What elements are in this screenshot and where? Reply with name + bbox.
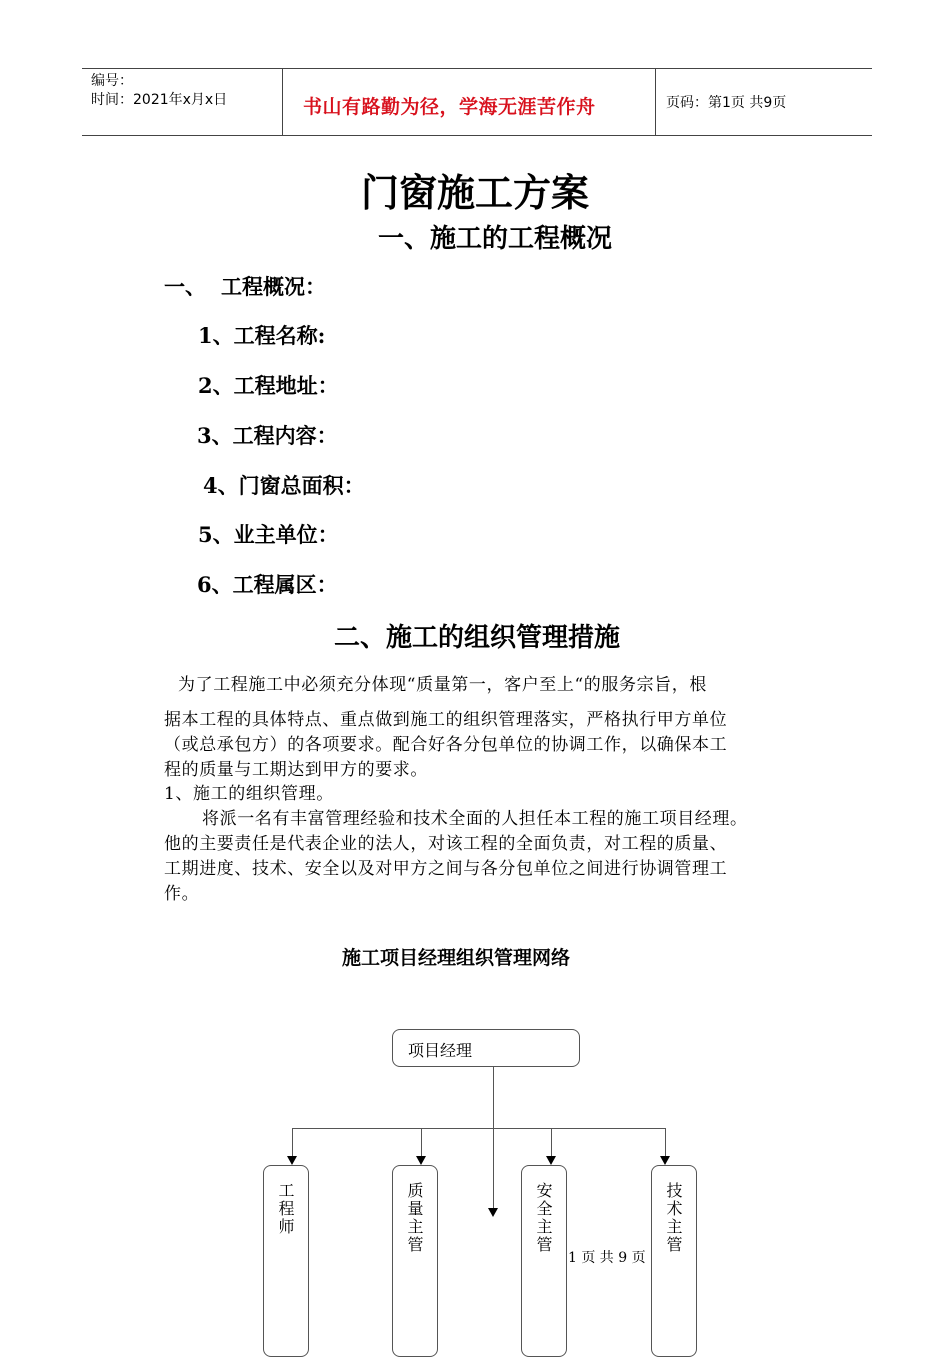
overview-item-content: 3、工程内容：	[197, 423, 338, 448]
org-root-box	[392, 1029, 580, 1067]
header-divider-right	[655, 68, 656, 136]
org-child-label: 安全主管	[534, 1182, 553, 1254]
subsection-org-management: 1、施工的组织管理。	[164, 784, 334, 804]
org-child-box	[263, 1165, 309, 1357]
overview-item-name: 1、工程名称:	[198, 323, 326, 348]
section1-sub-label: 工程概况：	[221, 274, 326, 299]
header-bottom-rule	[82, 135, 872, 136]
org-connector-drop	[551, 1128, 552, 1156]
arrow-down-icon	[660, 1156, 670, 1165]
paragraph1-line: （或总承包方）的各项要求。配合好各分包单位的协调工作，以确保本工	[164, 735, 728, 755]
overview-item-district: 6、工程属区：	[197, 572, 338, 597]
org-connector-drop	[665, 1128, 666, 1156]
paragraph1-first-line: 为了工程施工中必须充分体现“质量第一，客户至上“的服务宗旨，根	[178, 675, 707, 695]
org-connector-drop	[292, 1128, 293, 1156]
header-serial: 编号：	[91, 73, 133, 89]
arrow-down-icon	[416, 1156, 426, 1165]
org-connector-bar	[292, 1128, 666, 1129]
overview-item-address: 2、工程地址：	[198, 373, 339, 398]
org-child-box	[651, 1165, 697, 1357]
header-page-info: 页码：第1页 共9页	[666, 95, 787, 111]
org-connector-trunk	[493, 1066, 494, 1208]
section1-sub-index: 一、	[164, 274, 206, 299]
overview-item-area: 4、门窗总面积：	[203, 473, 365, 498]
overview-item-owner: 5、业主单位：	[198, 522, 339, 547]
arrow-down-icon	[546, 1156, 556, 1165]
org-chart-title: 施工项目经理组织管理网络	[342, 947, 571, 969]
org-child-label: 工程师	[276, 1182, 295, 1236]
org-child-label: 质量主管	[405, 1182, 424, 1254]
arrow-down-icon	[488, 1208, 498, 1217]
document-title: 门窗施工方案	[360, 170, 589, 215]
header-divider-left	[282, 68, 283, 136]
footer-page-number: 1 页 共 9 页	[568, 1250, 646, 1266]
arrow-down-icon	[287, 1156, 297, 1165]
org-root-label: 项目经理	[408, 1041, 473, 1060]
section1-title: 一、施工的工程概况	[378, 224, 613, 254]
header-date: 时间：2021年x月x日	[91, 92, 228, 108]
header-motto: 书山有路勤为径，学海无涯苦作舟	[303, 96, 596, 118]
paragraph1-line: 据本工程的具体特点、重点做到施工的组织管理落实，严格执行甲方单位	[164, 710, 728, 730]
paragraph2-line: 作。	[164, 884, 200, 904]
org-child-box	[521, 1165, 567, 1357]
header-top-rule	[82, 68, 872, 69]
section2-title: 二、施工的组织管理措施	[334, 623, 621, 653]
org-child-label: 技术主管	[664, 1182, 683, 1254]
paragraph2-line: 他的主要责任是代表企业的法人，对该工程的全面负责，对工程的质量、	[164, 834, 728, 854]
org-child-box	[392, 1165, 438, 1357]
paragraph1-line: 程的质量与工期达到甲方的要求。	[164, 760, 428, 780]
paragraph2-line: 将派一名有丰富管理经验和技术全面的人担任本工程的施工项目经理。	[202, 809, 748, 829]
org-connector-drop	[421, 1128, 422, 1156]
paragraph2-line: 工期进度、技术、安全以及对甲方之间与各分包单位之间进行协调管理工	[164, 859, 728, 879]
